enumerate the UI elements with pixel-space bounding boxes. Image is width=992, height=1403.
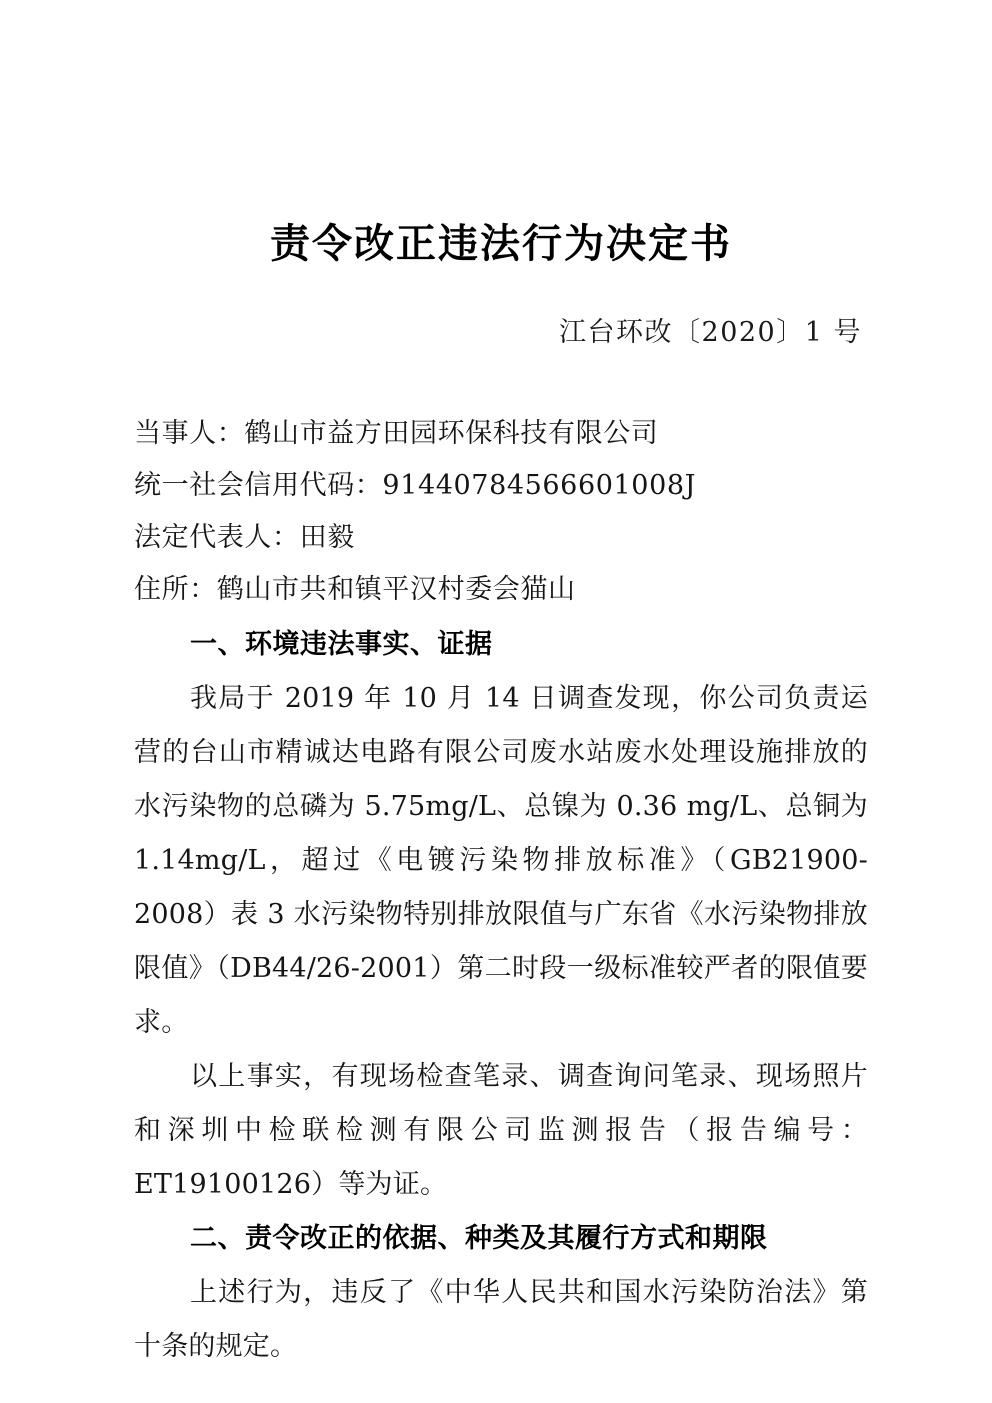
section-1-paragraph-2: 以上事实，有现场检查笔录、调查询问笔录、现场照片和深圳中检联检测有限公司监测报告（报告编号：ET19100126）等为证。 xyxy=(134,1061,868,1200)
section-heading-2: 二、责令改正的依据、种类及其履行方式和期限 xyxy=(190,1223,768,1254)
section-heading-1: 一、环境违法事实、证据 xyxy=(190,629,493,660)
page-title: 责令改正违法行为决定书 xyxy=(270,221,732,267)
credit-code-line: 统一社会信用代码：91440784566601008J xyxy=(134,470,697,501)
legal-representative-line: 法定代表人：田毅 xyxy=(134,522,355,553)
document-number: 江台环改〔2020〕1 号 xyxy=(559,317,862,348)
address-line: 住所：鹤山市共和镇平汉村委会猫山 xyxy=(134,574,576,605)
party-information-block xyxy=(134,408,868,616)
document-body xyxy=(134,618,868,1374)
party-name-line: 当事人：鹤山市益方田园环保科技有限公司 xyxy=(134,418,659,449)
section-2-paragraph-1: 上述行为，违反了《中华人民共和国水污染防治法》第十条的规定。 xyxy=(134,1277,868,1362)
section-1-paragraph-1: 我局于 2019 年 10 月 14 日调查发现，你公司负责运营的台山市精诚达电路有限公司废水站废水处理设施排放的水污染物的总磷为 5.75mg/L、总镍为 0.36 mg/L、总铜为 1.14mg/L，超过《电镀污染物排放标准》（GB21900-2008）表 3 水污染物特别排放限值与广东省《水污染物排放限值》（DB44/26-2001）第二时段一级标准较严者的限值要求。 xyxy=(134,683,868,1038)
